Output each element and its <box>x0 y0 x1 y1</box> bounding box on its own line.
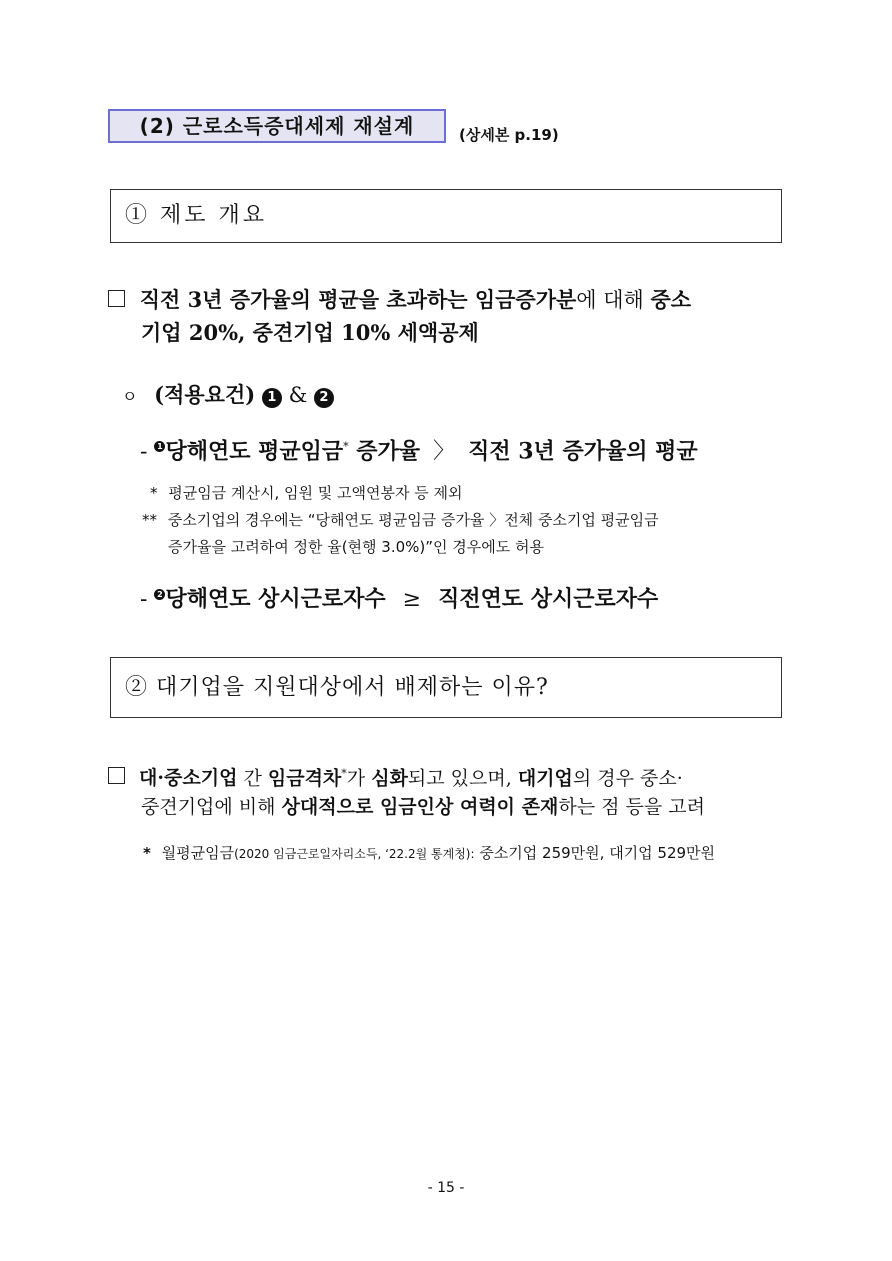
highlight-text: 심화 <box>371 767 408 790</box>
plain-text: 되고 있으며, <box>407 767 518 790</box>
footnote-values: 중소기업 259만원, 대기업 529만원 <box>479 844 716 862</box>
footnote-source: (2020 임금근로일자리소득, ‘22.2월 통계청): <box>234 847 475 861</box>
condition-text: 당해연도 평균임금 <box>165 438 344 465</box>
highlight-text: 직전 3년 증가율의 평균을 초과하는 임금증가분 <box>139 287 577 312</box>
note-mark: ** <box>142 511 157 529</box>
circle-bullet-icon: ㅇ <box>122 387 138 406</box>
highlight-text: 상대적으로 임금인상 여력이 존재 <box>281 796 559 818</box>
number-1-icon: 1 <box>154 441 165 452</box>
highlight-text: 대기업 <box>517 767 573 790</box>
paragraph-2-line-2 <box>141 792 705 822</box>
asterisk-mark: * <box>343 440 349 453</box>
overview-heading: ① 제도 개요 <box>125 203 267 228</box>
condition-2 <box>140 584 658 615</box>
number-2-icon: 2 <box>314 388 334 408</box>
paragraph-1-line-1 <box>108 285 691 315</box>
page-number: - 15 - <box>427 1180 465 1196</box>
greater-than-symbol: 〉 <box>433 439 456 465</box>
condition-text: 직전 3년 증가율의 평균 <box>468 438 698 465</box>
overview-heading-box <box>110 189 782 243</box>
checkbox-bullet-icon <box>108 290 125 307</box>
highlight-text: 대·중소기업 <box>139 767 238 790</box>
section-title: (2) 근로소득증대세제 재설계 <box>108 109 446 143</box>
requirements-line <box>122 380 334 412</box>
plain-text: 간 <box>237 767 268 790</box>
footnote <box>143 840 715 867</box>
condition-text: 당해연도 상시근로자수 <box>165 586 386 612</box>
plain-text: 중견기업에 비해 <box>141 796 282 818</box>
dash: - <box>140 439 148 465</box>
note-text: 평균임금 계산시, 임원 및 고액연봉자 등 제외 <box>168 484 463 502</box>
plain-text: 하는 점 등을 고려 <box>558 796 705 818</box>
footnote-label: 월평균임금 <box>161 844 235 862</box>
condition-text: 증가율 <box>348 438 421 465</box>
note-2-line-1 <box>142 507 659 533</box>
dash: - <box>140 587 148 612</box>
note-text: 중소기업의 경우에는 “당해연도 평균임금 증가율 〉전체 중소기업 평균임금 <box>167 511 659 529</box>
paragraph-2-line-1 <box>108 759 683 793</box>
footnote-mark: * <box>143 844 151 862</box>
highlight-text: 임금격차 <box>267 767 342 790</box>
section-reference: (상세본 p.19) <box>459 126 559 144</box>
highlight-text: 기업 20%, 중견기업 10% 세액공제 <box>141 320 479 345</box>
note-2-line-2 <box>168 534 544 560</box>
greater-equal-symbol: ≥ <box>402 587 422 612</box>
condition-1 <box>140 432 698 467</box>
note-1 <box>150 480 462 506</box>
asterisk-mark: * <box>341 767 347 780</box>
ampersand: & <box>288 383 308 407</box>
plain-text: 가 <box>346 767 372 790</box>
note-mark: * <box>150 484 158 502</box>
paragraph-1-line-2 <box>141 318 479 348</box>
number-2-icon: 2 <box>154 589 165 600</box>
note-text: 증가율을 고려하여 정한 율(현행 3.0%)”인 경우에도 허용 <box>168 538 544 556</box>
highlight-text: 중소 <box>650 287 692 312</box>
plain-text: 의 경우 중소· <box>572 767 683 790</box>
checkbox-bullet-icon <box>108 767 125 784</box>
requirements-label: (적용요건) <box>154 382 256 407</box>
condition-text: 직전연도 상시근로자수 <box>438 586 659 612</box>
reason-heading-box <box>110 657 782 718</box>
reason-heading: ② 대기업을 지원대상에서 배제하는 이유? <box>125 675 549 700</box>
plain-text: 에 대해 <box>576 288 651 312</box>
number-1-icon: 1 <box>262 388 282 408</box>
